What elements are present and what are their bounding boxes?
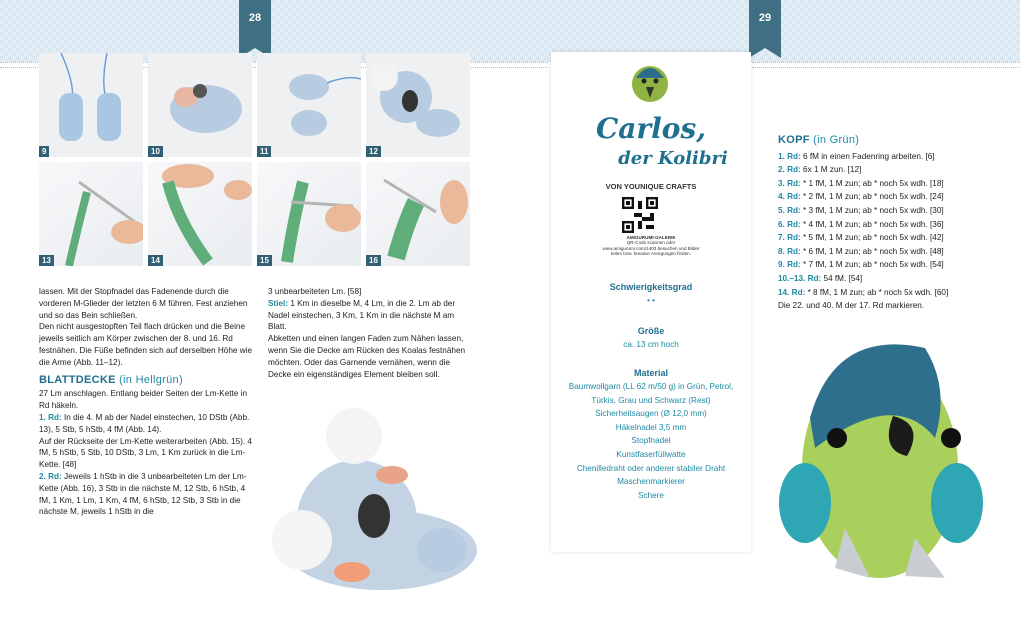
step-number: 13	[39, 255, 54, 266]
header-divider-right	[752, 62, 1020, 68]
pattern-info-card	[551, 52, 751, 552]
round-instruction	[778, 218, 993, 232]
qr-caption-line: teilen bzw. kreative Anregungen finden.	[611, 251, 691, 257]
round-instruction	[778, 177, 993, 191]
koala-body-illustration	[148, 53, 252, 157]
qr-code-icon	[622, 197, 658, 233]
round-label: 1. Rd:	[39, 412, 62, 422]
difficulty-rating: • •	[646, 296, 655, 305]
step-photo-10	[148, 53, 252, 157]
qr-caption-line: AMIGURUMI-GALERIE	[626, 235, 676, 240]
material-item: Chenilledraht oder anderer stabiler Draht	[576, 463, 726, 473]
paragraph: Die 22. und 40. M der 17. Rd markieren.	[778, 301, 925, 311]
pattern-subtitle: der Kolibri	[618, 148, 728, 169]
section-heading-kopf	[778, 134, 993, 148]
pattern-title: Carlos,	[595, 112, 706, 145]
round-label: 2. Rd:	[778, 165, 801, 175]
round-text: * 5 fM, 1 M zun; ab * noch 5x wdh. [42]	[803, 233, 944, 243]
pattern-author: VON YOUNIQUE CRAFTS	[605, 182, 697, 191]
round-text: 6 fM in einen Fadenring arbeiten. [6]	[803, 151, 935, 161]
round-label: 9. Rd:	[778, 260, 801, 270]
round-instruction	[778, 163, 993, 177]
crochet-hand-illustration	[148, 162, 252, 266]
round-text: * 7 fM, 1 M zun; ab * noch 5x wdh. [54]	[803, 260, 944, 270]
material-item: Stopfnadel	[631, 436, 671, 446]
material-item: Sicherheitsaugen (Ø 12,0 mm)	[595, 409, 707, 419]
round-label: 1. Rd:	[778, 151, 801, 161]
koala-assembled-illustration	[366, 53, 470, 157]
round-text: * 2 fM, 1 M zun; ab * noch 5x wdh. [24]	[803, 192, 944, 202]
round-label: 10.–13. Rd:	[778, 273, 822, 283]
round-label: 7. Rd:	[778, 233, 801, 243]
material-item: Schere	[638, 490, 664, 500]
step-photo-12	[366, 53, 470, 157]
section-title: BLATTDECKE	[39, 373, 116, 386]
step-number: 9	[39, 146, 49, 157]
koala-ears-illustration	[257, 53, 361, 157]
step-photo-11	[257, 53, 361, 157]
step-photo-15	[257, 162, 361, 266]
page-number-right: 29	[749, 0, 781, 48]
hummingbird-amigurumi-photo	[775, 328, 990, 588]
difficulty-label: Schwierigkeitsgrad	[609, 282, 693, 292]
material-label: Material	[633, 368, 668, 378]
stiel-label: Stiel:	[268, 298, 289, 308]
size-value: ca. 13 cm hoch	[623, 340, 679, 349]
round-label: 3. Rd:	[778, 178, 801, 188]
round-label: 6. Rd:	[778, 219, 801, 229]
stiel-text: 1 Km in dieselbe M, 4 Lm, in die 2. Lm ab der Nadel einstechen, 3 Km, 1 Km in die nächste M am Blatt.	[268, 298, 456, 332]
instructions-middle-column	[268, 286, 473, 380]
paragraph: Auf der Rückseite der Lm-Kette weiterarbeiten (Abb. 15). 4 fM, 5 hStb, 5 Stb, 10 DStb, 3 Lm, 1 Km zurück in die Lm-Kette. [48]	[39, 436, 252, 470]
section-color: (in Hellgrün)	[119, 373, 183, 386]
material-item: Baumwollgarn (LL 62 m/50 g) in Grün, Petrol,	[568, 382, 734, 391]
round-instruction	[778, 272, 993, 286]
step-number: 10	[148, 146, 163, 157]
qr-caption-line: QR-Code scannen oder	[626, 240, 676, 246]
step-photo-9	[39, 53, 143, 157]
instructions-left-column	[39, 286, 254, 518]
round-label: 4. Rd:	[778, 192, 801, 202]
material-list	[551, 380, 751, 502]
round-instruction	[778, 258, 993, 272]
step-number: 11	[257, 146, 271, 157]
crochet-hand-illustration	[39, 162, 143, 266]
round-label: 2. Rd:	[39, 471, 62, 481]
material-item: Maschenmarkierer	[617, 477, 685, 487]
round-instruction	[778, 245, 993, 259]
step-photo-16	[366, 162, 470, 266]
round-text: In die 4. M ab der Nadel einstechen, 10 DStb (Abb. 13), 5 Stb, 5 hStb, 4 fM (Abb. 14).	[39, 412, 250, 434]
step-number: 12	[366, 146, 381, 157]
material-item: Häkelnadel 3,5 mm	[615, 422, 687, 432]
page-number-left: 28	[239, 0, 271, 48]
size-label: Größe	[637, 326, 665, 336]
round-instruction	[778, 231, 993, 245]
paragraph: 27 Lm anschlagen. Entlang beider Seiten der Lm-Kette in Rd häkeln.	[39, 389, 248, 411]
koala-amigurumi-photo	[262, 400, 482, 600]
step-number: 14	[148, 255, 163, 266]
round-text: * 3 fM, 1 M zun; ab * noch 5x wdh. [30]	[803, 205, 944, 215]
round-text: Jeweils 1 hStb in die 3 unbearbeiteten Lm der Lm-Kette (Abb. 16), 3 Stb in die nächste M, 12 Stb, 6 hStb, 4 fM, 1 Km, 1 Lm, 1 Km, 4 fM, 6 hStb, 12 Stb, 3 Stb in die nächste M, jeweils 1 hStb in die	[39, 471, 247, 517]
material-item: Kunstfaserfüllwatte	[616, 449, 686, 459]
step-photo-14	[148, 162, 252, 266]
round-text: * 4 fM, 1 M zun; ab * noch 5x wdh. [36]	[803, 219, 944, 229]
round-text: * 6 fM, 1 M zun; ab * noch 5x wdh. [48]	[803, 246, 944, 256]
round-text: 54 fM. [54]	[823, 273, 863, 283]
qr-caption-line: www.amigurumi.com/1403 besuchen und Bilder	[602, 245, 700, 251]
paragraph: 3 unbearbeiteten Lm. [58]	[268, 287, 362, 296]
instructions-kopf	[778, 134, 993, 313]
round-instruction	[268, 298, 473, 333]
crochet-hand-illustration	[257, 162, 361, 266]
round-label: 8. Rd:	[778, 246, 801, 256]
qr-caption	[551, 235, 751, 257]
crochet-legs-illustration	[39, 53, 143, 157]
round-text: * 8 fM, 1 M zun; ab * noch 5x wdh. [60]	[807, 287, 949, 297]
step-number: 15	[257, 255, 272, 266]
paragraph: Abketten und einen langen Faden zum Nähen lassen, wenn Sie die Decke am Rücken des Koalas festnähen möchten. Oder das Garnende vernähen, wenn die Decke ein eigenständiges Element bleiben soll.	[268, 334, 466, 379]
material-item: Türkis, Grau und Schwarz (Rest)	[591, 395, 711, 405]
section-color: (in Grün)	[813, 134, 860, 146]
round-instruction	[39, 412, 254, 436]
round-instruction	[778, 286, 993, 300]
round-text: 6x 1 M zun. [12]	[803, 165, 862, 175]
round-label: 5. Rd:	[778, 205, 801, 215]
round-instruction	[778, 204, 993, 218]
round-instruction	[778, 190, 993, 204]
round-instruction	[778, 150, 993, 164]
paragraph: lassen. Mit der Stopfnadel das Fadenende durch die vorderen M-Glieder der letzten 6 M führen. Fest anziehen und so das Bein schließen.	[39, 287, 248, 320]
hummingbird-logo-icon	[630, 60, 670, 104]
round-text: * 1 fM, 1 M zun; ab * noch 5x wdh. [18]	[803, 178, 944, 188]
round-label: 14. Rd:	[778, 287, 806, 297]
round-instruction	[39, 471, 254, 518]
step-number: 16	[366, 255, 381, 266]
paragraph: Den nicht ausgestopften Teil flach drücken und die Beine jeweils seitlich am Körper zwischen der 8. und 16. Rd festnähen. Die Füße befinden sich auf derselben Höhe wie die Arme (Abb. 11–12).	[39, 322, 253, 367]
section-title: KOPF	[778, 134, 810, 146]
section-heading-blattdecke	[39, 375, 254, 387]
step-photo-13	[39, 162, 143, 266]
crochet-hand-illustration	[366, 162, 470, 266]
